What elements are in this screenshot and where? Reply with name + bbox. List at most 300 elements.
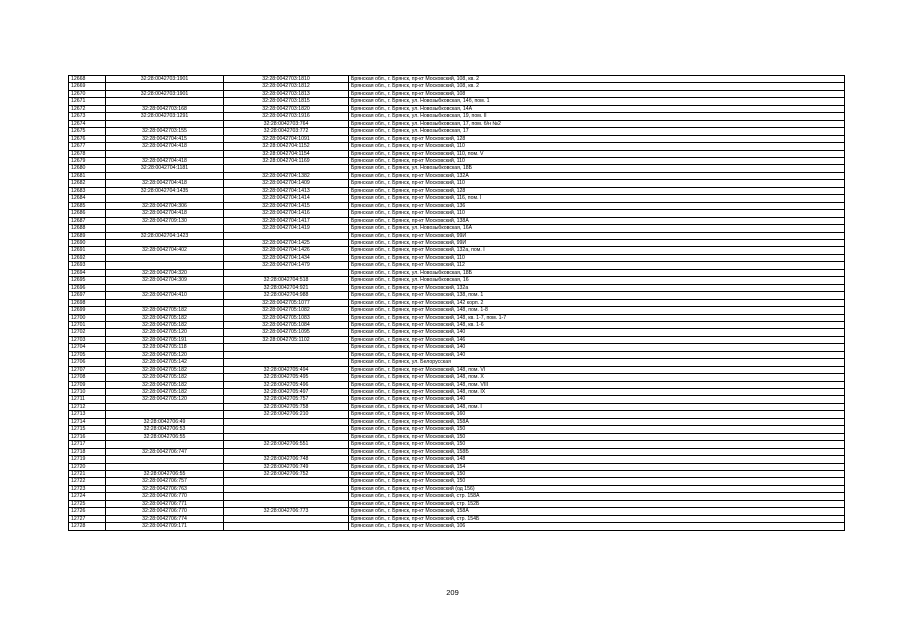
parcel-number-cell: 32:28:0042705:191	[106, 336, 224, 343]
address-cell: Брянская обл., г. Брянск, пр-кт Московский, 110	[349, 157, 845, 164]
address-cell: Брянская обл., г. Брянск, пр-кт Московский, 148, пом. VIII	[349, 381, 845, 388]
parcel-number-cell: 32:28:0042704:410	[106, 292, 224, 299]
parcel-number-cell: 32:28:0042705:182	[106, 366, 224, 373]
object-number-cell: 32:28:0042704:1434	[224, 254, 349, 261]
object-number-cell: 32:28:0042706:752	[224, 471, 349, 478]
row-number-cell: 12698	[69, 299, 106, 306]
table-row	[69, 515, 845, 522]
object-number-cell	[224, 232, 349, 239]
table-row	[69, 150, 845, 157]
row-number-cell: 12703	[69, 336, 106, 343]
address-cell: Брянская обл., г. Брянск, пр-кт Московский, 148, пом. X	[349, 374, 845, 381]
parcel-number-cell	[106, 83, 224, 90]
row-number-cell: 12699	[69, 307, 106, 314]
parcel-number-cell: 32:28:0042706:747	[106, 448, 224, 455]
row-number-cell: 12679	[69, 157, 106, 164]
parcel-number-cell: 32:28:0042703:1901	[106, 90, 224, 97]
object-number-cell	[224, 359, 349, 366]
parcel-number-cell	[106, 262, 224, 269]
table-row	[69, 493, 845, 500]
row-number-cell: 12690	[69, 239, 106, 246]
table-row	[69, 359, 845, 366]
table-row	[69, 217, 845, 224]
row-number-cell: 12687	[69, 217, 106, 224]
object-number-cell: 32:28:0042704:1414	[224, 195, 349, 202]
row-number-cell: 12718	[69, 448, 106, 455]
object-number-cell	[224, 165, 349, 172]
object-number-cell: 32:28:0042705:1082	[224, 307, 349, 314]
parcel-number-cell	[106, 225, 224, 232]
row-number-cell: 12674	[69, 120, 106, 127]
cadastral-table-body	[69, 76, 845, 531]
row-number-cell: 12696	[69, 284, 106, 291]
parcel-number-cell: 32:28:0042704:1423	[106, 232, 224, 239]
row-number-cell: 12675	[69, 128, 106, 135]
row-number-cell: 12702	[69, 329, 106, 336]
address-cell: Брянская обл., г. Брянск, ул. Новозыбковская, 18Б	[349, 269, 845, 276]
table-row	[69, 381, 845, 388]
address-cell: Брянская обл., г. Брянск, пр-кт Московский, 150	[349, 433, 845, 440]
page-number: 209	[446, 588, 459, 597]
table-row	[69, 426, 845, 433]
parcel-number-cell	[106, 172, 224, 179]
address-cell: Брянская обл., г. Брянск, пр-кт Московский, 136	[349, 202, 845, 209]
object-number-cell: 32:28:0042705:1077	[224, 299, 349, 306]
address-cell: Брянская обл., г. Брянск, пр-кт Московский, 158А	[349, 418, 845, 425]
object-number-cell: 32:28:0042705:497	[224, 389, 349, 396]
address-cell: Брянская обл., г. Брянск, пр-кт Московский, 148, пом. I	[349, 403, 845, 410]
parcel-number-cell	[106, 254, 224, 261]
row-number-cell: 12671	[69, 98, 106, 105]
address-cell: Брянская обл., г. Брянск, пр-кт Московский, стр. 154Б	[349, 515, 845, 522]
address-cell: Брянская обл., г. Брянск, ул. Новозыбковская, 16	[349, 277, 845, 284]
table-row	[69, 195, 845, 202]
row-number-cell: 12672	[69, 105, 106, 112]
table-row	[69, 143, 845, 150]
parcel-number-cell	[106, 284, 224, 291]
row-number-cell: 12716	[69, 433, 106, 440]
parcel-number-cell: 32:28:0042706:774	[106, 515, 224, 522]
row-number-cell: 12706	[69, 359, 106, 366]
table-row	[69, 277, 845, 284]
row-number-cell: 12680	[69, 165, 106, 172]
object-number-cell	[224, 448, 349, 455]
object-number-cell: 32:28:0042704:1426	[224, 247, 349, 254]
row-number-cell: 12728	[69, 523, 106, 530]
table-row	[69, 247, 845, 254]
table-row	[69, 329, 845, 336]
table-row	[69, 157, 845, 164]
row-number-cell: 12695	[69, 277, 106, 284]
object-number-cell: 32:28:0042703:764	[224, 120, 349, 127]
parcel-number-cell	[106, 239, 224, 246]
row-number-cell: 12689	[69, 232, 106, 239]
address-cell: Брянская обл., г. Брянск, пр-кт Московский, 148	[349, 456, 845, 463]
table-row	[69, 344, 845, 351]
parcel-number-cell: 32:28:0042705:118	[106, 344, 224, 351]
object-number-cell: 32:28:0042703:1916	[224, 113, 349, 120]
object-number-cell	[224, 269, 349, 276]
table-row	[69, 336, 845, 343]
object-number-cell: 32:28:0042704:1169	[224, 157, 349, 164]
row-number-cell: 12705	[69, 351, 106, 358]
parcel-number-cell: 32:28:0042705:120	[106, 396, 224, 403]
table-row	[69, 463, 845, 470]
table-row	[69, 165, 845, 172]
table-row	[69, 262, 845, 269]
object-number-cell: 32:28:0042704:1415	[224, 202, 349, 209]
object-number-cell	[224, 433, 349, 440]
table-row	[69, 389, 845, 396]
address-cell: Брянская обл., г. Брянск, ул. Новозыбковская, 14А	[349, 105, 845, 112]
parcel-number-cell: 32:28:0042706:757	[106, 478, 224, 485]
address-cell: Брянская обл., г. Брянск, пр-кт Московский, 142 корп. 2	[349, 299, 845, 306]
address-cell: Брянская обл., г. Брянск, пр-кт Московский, 108	[349, 90, 845, 97]
object-number-cell: 32:28:0042704:1091	[224, 135, 349, 142]
row-number-cell: 12701	[69, 321, 106, 328]
object-number-cell	[224, 500, 349, 507]
row-number-cell: 12725	[69, 500, 106, 507]
row-number-cell: 12691	[69, 247, 106, 254]
table-row	[69, 366, 845, 373]
table-row	[69, 374, 845, 381]
row-number-cell: 12712	[69, 403, 106, 410]
address-cell: Брянская обл., г. Брянск, пр-кт Московский, 128	[349, 135, 845, 142]
parcel-number-cell	[106, 120, 224, 127]
table-row	[69, 500, 845, 507]
table-row	[69, 180, 845, 187]
parcel-number-cell: 32:28:0042709:130	[106, 217, 224, 224]
parcel-number-cell: 32:28:0042704:306	[106, 202, 224, 209]
table-row	[69, 523, 845, 530]
address-cell: Брянская обл., г. Брянск, пр-кт Московский, 146	[349, 336, 845, 343]
object-number-cell: 32:28:0042705:1095	[224, 329, 349, 336]
row-number-cell: 12714	[69, 418, 106, 425]
object-number-cell: 32:28:0042705:758	[224, 403, 349, 410]
row-number-cell: 12724	[69, 493, 106, 500]
parcel-number-cell: 32:28:0042706:770	[106, 493, 224, 500]
parcel-number-cell: 32:28:0042705:182	[106, 314, 224, 321]
object-number-cell: 32:28:0042705:494	[224, 366, 349, 373]
address-cell: Брянская обл., г. Брянск, пр-кт Московский, 148, кв. 1-7, пом. 1-7	[349, 314, 845, 321]
table-row	[69, 187, 845, 194]
table-row	[69, 508, 845, 515]
table-row	[69, 128, 845, 135]
object-number-cell: 32:28:0042705:757	[224, 396, 349, 403]
address-cell: Брянская обл., г. Брянск, пр-кт Московский, 108, кв. 2	[349, 76, 845, 83]
object-number-cell: 32:28:0042704:921	[224, 284, 349, 291]
parcel-number-cell: 32:28:0042704:320	[106, 269, 224, 276]
row-number-cell: 12700	[69, 314, 106, 321]
parcel-number-cell: 32:28:0042704:418	[106, 180, 224, 187]
address-cell: Брянская обл., г. Брянск, пр-кт Московский, 140	[349, 351, 845, 358]
table-row	[69, 254, 845, 261]
parcel-number-cell: 32:28:0042704:418	[106, 210, 224, 217]
address-cell: Брянская обл., г. Брянск, пр-кт Московский, стр. 158А	[349, 493, 845, 500]
parcel-number-cell	[106, 195, 224, 202]
row-number-cell: 12681	[69, 172, 106, 179]
parcel-number-cell: 32:28:0042704:418	[106, 143, 224, 150]
table-row	[69, 98, 845, 105]
object-number-cell: 32:28:0042703:1815	[224, 98, 349, 105]
table-row	[69, 120, 845, 127]
object-number-cell: 32:28:0042704:1416	[224, 210, 349, 217]
address-cell: Брянская обл., г. Брянск, пр-кт Московский, стр. 152Б	[349, 500, 845, 507]
object-number-cell: 32:28:0042704:1417	[224, 217, 349, 224]
row-number-cell: 12688	[69, 225, 106, 232]
table-row	[69, 478, 845, 485]
table-row	[69, 135, 845, 142]
address-cell: Брянская обл., г. Брянск, пр-кт Московский, 132А	[349, 172, 845, 179]
address-cell: Брянская обл., г. Брянск, ул. Новозыбковская, 18Б	[349, 165, 845, 172]
object-number-cell: 32:28:0042706:748	[224, 456, 349, 463]
parcel-number-cell	[106, 403, 224, 410]
address-cell: Брянская обл., г. Брянск, пр-кт Московский, 148, пом. VI	[349, 366, 845, 373]
table-row	[69, 269, 845, 276]
row-number-cell: 12715	[69, 426, 106, 433]
parcel-number-cell: 32:28:0042704:418	[106, 157, 224, 164]
address-cell: Брянская обл., г. Брянск, ул. Новозыбковская, 14б, пом. 1	[349, 98, 845, 105]
parcel-number-cell: 32:28:0042703:168	[106, 105, 224, 112]
address-cell: Брянская обл., г. Брянск, пр-кт Московский, 158А	[349, 508, 845, 515]
object-number-cell: 32:28:0042706:749	[224, 463, 349, 470]
object-number-cell	[224, 515, 349, 522]
address-cell: Брянская обл., г. Брянск, пр-кт Московский, 158Б	[349, 448, 845, 455]
row-number-cell: 12707	[69, 366, 106, 373]
address-cell: Брянская обл., г. Брянск, ул. Новозыбковская, 17, пом. б/н №2	[349, 120, 845, 127]
row-number-cell: 12677	[69, 143, 106, 150]
object-number-cell	[224, 344, 349, 351]
row-number-cell: 12710	[69, 389, 106, 396]
table-row	[69, 396, 845, 403]
cadastral-table	[68, 75, 845, 531]
object-number-cell: 32:28:0042704:1152	[224, 143, 349, 150]
table-row	[69, 321, 845, 328]
row-number-cell: 12693	[69, 262, 106, 269]
object-number-cell: 32:28:0042705:1102	[224, 336, 349, 343]
table-row	[69, 210, 845, 217]
address-cell: Брянская обл., г. Брянск, пр-кт Московский, 110, пом. V	[349, 150, 845, 157]
address-cell: Брянская обл., г. Брянск, ул. Новозыбковская, 17	[349, 128, 845, 135]
address-cell: Брянская обл., г. Брянск, пр-кт Московский, 154	[349, 463, 845, 470]
parcel-number-cell: 32:28:0042703:155	[106, 128, 224, 135]
parcel-number-cell: 32:28:0042704:415	[106, 135, 224, 142]
row-number-cell: 12713	[69, 411, 106, 418]
object-number-cell: 32:28:0042704:1425	[224, 239, 349, 246]
table-row	[69, 172, 845, 179]
address-cell: Брянская обл., г. Брянск, пр-кт Московский, 108, кв. 2	[349, 83, 845, 90]
address-cell: Брянская обл., г. Брянск, пр-кт Московский, 116, пом. I	[349, 195, 845, 202]
parcel-number-cell	[106, 411, 224, 418]
parcel-number-cell: 32:28:0042705:182	[106, 389, 224, 396]
row-number-cell: 12683	[69, 187, 106, 194]
table-row	[69, 90, 845, 97]
row-number-cell: 12727	[69, 515, 106, 522]
parcel-number-cell: 32:28:0042706:770	[106, 508, 224, 515]
table-row	[69, 441, 845, 448]
table-row	[69, 76, 845, 83]
table-row	[69, 239, 845, 246]
table-row	[69, 225, 845, 232]
object-number-cell	[224, 351, 349, 358]
address-cell: Брянская обл., г. Брянск, пр-кт Московский, 110	[349, 143, 845, 150]
parcel-number-cell: 32:28:0042706:55	[106, 433, 224, 440]
table-row	[69, 485, 845, 492]
parcel-number-cell: 32:28:0042704:1435	[106, 187, 224, 194]
address-cell: Брянская обл., г. Брянск, пр-кт Московский, 160	[349, 411, 845, 418]
parcel-number-cell	[106, 456, 224, 463]
parcel-number-cell: 32:28:0042705:120	[106, 351, 224, 358]
table-row	[69, 411, 845, 418]
object-number-cell: 32:28:0042704:1479	[224, 262, 349, 269]
table-row	[69, 299, 845, 306]
row-number-cell: 12678	[69, 150, 106, 157]
parcel-number-cell: 32:28:0042705:182	[106, 381, 224, 388]
parcel-number-cell: 32:28:0042709:171	[106, 523, 224, 530]
object-number-cell: 32:28:0042703:1813	[224, 90, 349, 97]
row-number-cell: 12722	[69, 478, 106, 485]
address-cell: Брянская обл., г. Брянск, пр-кт Московский, 150	[349, 426, 845, 433]
object-number-cell: 32:28:0042705:496	[224, 381, 349, 388]
address-cell: Брянская обл., г. Брянск, пр-кт Московский, 128	[349, 187, 845, 194]
address-cell: Брянская обл., г. Брянск, пр-кт Московский, 99И	[349, 232, 845, 239]
object-number-cell: 32:28:0042705:1083	[224, 314, 349, 321]
table-row	[69, 113, 845, 120]
object-number-cell: 32:28:0042703:1812	[224, 83, 349, 90]
parcel-number-cell: 32:28:0042705:182	[106, 307, 224, 314]
parcel-number-cell: 32:28:0042706:763	[106, 485, 224, 492]
table-row	[69, 202, 845, 209]
row-number-cell: 12723	[69, 485, 106, 492]
object-number-cell	[224, 418, 349, 425]
parcel-number-cell: 32:28:0042706:771	[106, 500, 224, 507]
table-row	[69, 471, 845, 478]
address-cell: Брянская обл., г. Брянск, пр-кт Московский, 150	[349, 478, 845, 485]
parcel-number-cell: 32:28:0042706:49	[106, 418, 224, 425]
object-number-cell	[224, 478, 349, 485]
parcel-number-cell: 32:28:0042705:120	[106, 329, 224, 336]
object-number-cell	[224, 485, 349, 492]
row-number-cell: 12709	[69, 381, 106, 388]
row-number-cell: 12694	[69, 269, 106, 276]
table-row	[69, 307, 845, 314]
table-row	[69, 403, 845, 410]
address-cell: Брянская обл., г. Брянск, ул. Новозыбковская, 19, пом. II	[349, 113, 845, 120]
row-number-cell: 12719	[69, 456, 106, 463]
object-number-cell	[224, 426, 349, 433]
address-cell: Брянская обл., г. Брянск, пр-кт Московский, 140	[349, 329, 845, 336]
row-number-cell: 12668	[69, 76, 106, 83]
row-number-cell: 12692	[69, 254, 106, 261]
table-row	[69, 292, 845, 299]
object-number-cell	[224, 493, 349, 500]
object-number-cell: 32:28:0042704:1382	[224, 172, 349, 179]
address-cell: Брянская обл., г. Брянск, пр-кт Московский, 148, пом. 1-8	[349, 307, 845, 314]
object-number-cell: 32:28:0042705:495	[224, 374, 349, 381]
object-number-cell: 32:28:0042704:518	[224, 277, 349, 284]
address-cell: Брянская обл., г. Брянск, пр-кт Московский, 110	[349, 210, 845, 217]
parcel-number-cell: 32:28:0042704:402	[106, 247, 224, 254]
address-cell: Брянская обл., г. Брянск, пр-кт Московский, 138, пом. 1	[349, 292, 845, 299]
row-number-cell: 12673	[69, 113, 106, 120]
row-number-cell: 12685	[69, 202, 106, 209]
address-cell: Брянская обл., г. Брянск, пр-кт Московский, 99И	[349, 239, 845, 246]
object-number-cell: 32:28:0042704:1413	[224, 187, 349, 194]
address-cell: Брянская обл., г. Брянск, пр-кт Московский, 132а	[349, 284, 845, 291]
address-cell: Брянская обл., г. Брянск, пр-кт Московский, 106	[349, 523, 845, 530]
parcel-number-cell: 32:28:0042704:309	[106, 277, 224, 284]
row-number-cell: 12720	[69, 463, 106, 470]
address-cell: Брянская обл., г. Брянск, ул. Белорусская	[349, 359, 845, 366]
address-cell: Брянская обл., г. Брянск, ул. Новозыбковская, 16А	[349, 225, 845, 232]
parcel-number-cell: 32:28:0042705:142	[106, 359, 224, 366]
address-cell: Брянская обл., г. Брянск, пр-кт Московский (од 156)	[349, 485, 845, 492]
object-number-cell: 32:28:0042703:1820	[224, 105, 349, 112]
table-row	[69, 314, 845, 321]
table-row	[69, 83, 845, 90]
table-row	[69, 105, 845, 112]
address-cell: Брянская обл., г. Брянск, пр-кт Московский, 148, пом. IX	[349, 389, 845, 396]
object-number-cell: 32:28:0042703:1810	[224, 76, 349, 83]
address-cell: Брянская обл., г. Брянск, пр-кт Московский, 150	[349, 471, 845, 478]
row-number-cell: 12711	[69, 396, 106, 403]
row-number-cell: 12697	[69, 292, 106, 299]
object-number-cell: 32:28:0042703:772	[224, 128, 349, 135]
table-row	[69, 433, 845, 440]
row-number-cell: 12686	[69, 210, 106, 217]
object-number-cell: 32:28:0042706:773	[224, 508, 349, 515]
parcel-number-cell: 32:28:0042703:1901	[106, 76, 224, 83]
address-cell: Брянская обл., г. Брянск, пр-кт Московский, 132а, пом. I	[349, 247, 845, 254]
row-number-cell: 12670	[69, 90, 106, 97]
address-cell: Брянская обл., г. Брянск, пр-кт Московский, 150	[349, 441, 845, 448]
parcel-number-cell: 32:28:0042704:1181	[106, 165, 224, 172]
address-cell: Брянская обл., г. Брянск, пр-кт Московский, 138А	[349, 217, 845, 224]
object-number-cell: 32:28:0042705:1084	[224, 321, 349, 328]
object-number-cell	[224, 523, 349, 530]
address-cell: Брянская обл., г. Брянск, пр-кт Московский, 140	[349, 344, 845, 351]
address-cell: Брянская обл., г. Брянск, пр-кт Московский, 140	[349, 396, 845, 403]
address-cell: Брянская обл., г. Брянск, пр-кт Московский, 110	[349, 254, 845, 261]
row-number-cell: 12669	[69, 83, 106, 90]
object-number-cell: 32:28:0042706:210	[224, 411, 349, 418]
parcel-number-cell: 32:28:0042705:182	[106, 374, 224, 381]
table-row	[69, 284, 845, 291]
object-number-cell: 32:28:0042704:1409	[224, 180, 349, 187]
table-row	[69, 232, 845, 239]
object-number-cell: 32:28:0042706:551	[224, 441, 349, 448]
row-number-cell: 12721	[69, 471, 106, 478]
object-number-cell: 32:28:0042704:988	[224, 292, 349, 299]
row-number-cell: 12717	[69, 441, 106, 448]
table-row	[69, 448, 845, 455]
address-cell: Брянская обл., г. Брянск, пр-кт Московский, 112	[349, 262, 845, 269]
row-number-cell: 12704	[69, 344, 106, 351]
row-number-cell: 12676	[69, 135, 106, 142]
row-number-cell: 12682	[69, 180, 106, 187]
parcel-number-cell: 32:28:0042705:182	[106, 321, 224, 328]
address-cell: Брянская обл., г. Брянск, пр-кт Московский, 148, кв. 1-6	[349, 321, 845, 328]
table-row	[69, 418, 845, 425]
row-number-cell: 12726	[69, 508, 106, 515]
parcel-number-cell	[106, 441, 224, 448]
parcel-number-cell	[106, 299, 224, 306]
parcel-number-cell: 32:28:0042706:53	[106, 426, 224, 433]
row-number-cell: 12708	[69, 374, 106, 381]
parcel-number-cell	[106, 150, 224, 157]
row-number-cell: 12684	[69, 195, 106, 202]
table-row	[69, 351, 845, 358]
